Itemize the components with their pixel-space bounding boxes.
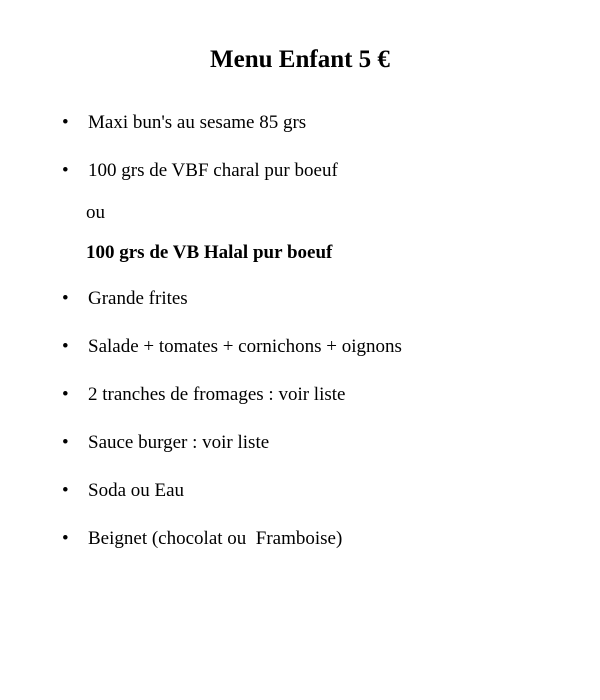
list-item-label: Maxi bun's au sesame 85 grs [88, 112, 307, 133]
list-item-label: Beignet (chocolat ou Framboise) [88, 528, 343, 549]
page-title: Menu Enfant 5 € [210, 46, 390, 73]
bullet-icon: • [62, 160, 69, 181]
bullet-icon: • [62, 432, 69, 453]
list-item-label: Sauce burger : voir liste [88, 432, 270, 453]
bullet-icon: • [62, 112, 69, 133]
list-item-label: Soda ou Eau [88, 480, 185, 501]
list-item-label: 100 grs de VBF charal pur boeuf [88, 160, 338, 181]
bullet-icon: • [62, 288, 69, 309]
bullet-icon: • [62, 336, 69, 357]
alternative-halal: 100 grs de VB Halal pur boeuf [86, 242, 333, 263]
list-item-fromages [62, 383, 345, 407]
bullet-icon: • [62, 480, 69, 501]
list-item-soda [62, 479, 184, 503]
list-item-frites [62, 287, 188, 311]
bullet-icon: • [62, 384, 69, 405]
list-item-vbf [62, 159, 338, 183]
list-item-label: Grande frites [88, 288, 188, 309]
bullet-icon: • [62, 528, 69, 549]
list-item-bun [62, 111, 306, 135]
list-item-beignet [62, 527, 342, 551]
alternative-separator: ou [86, 202, 105, 223]
list-item-label: Salade + tomates + cornichons + oignons [88, 336, 402, 357]
list-item-salade [62, 335, 402, 359]
list-item-sauce [62, 431, 269, 455]
list-item-label: 2 tranches de fromages : voir liste [88, 384, 346, 405]
